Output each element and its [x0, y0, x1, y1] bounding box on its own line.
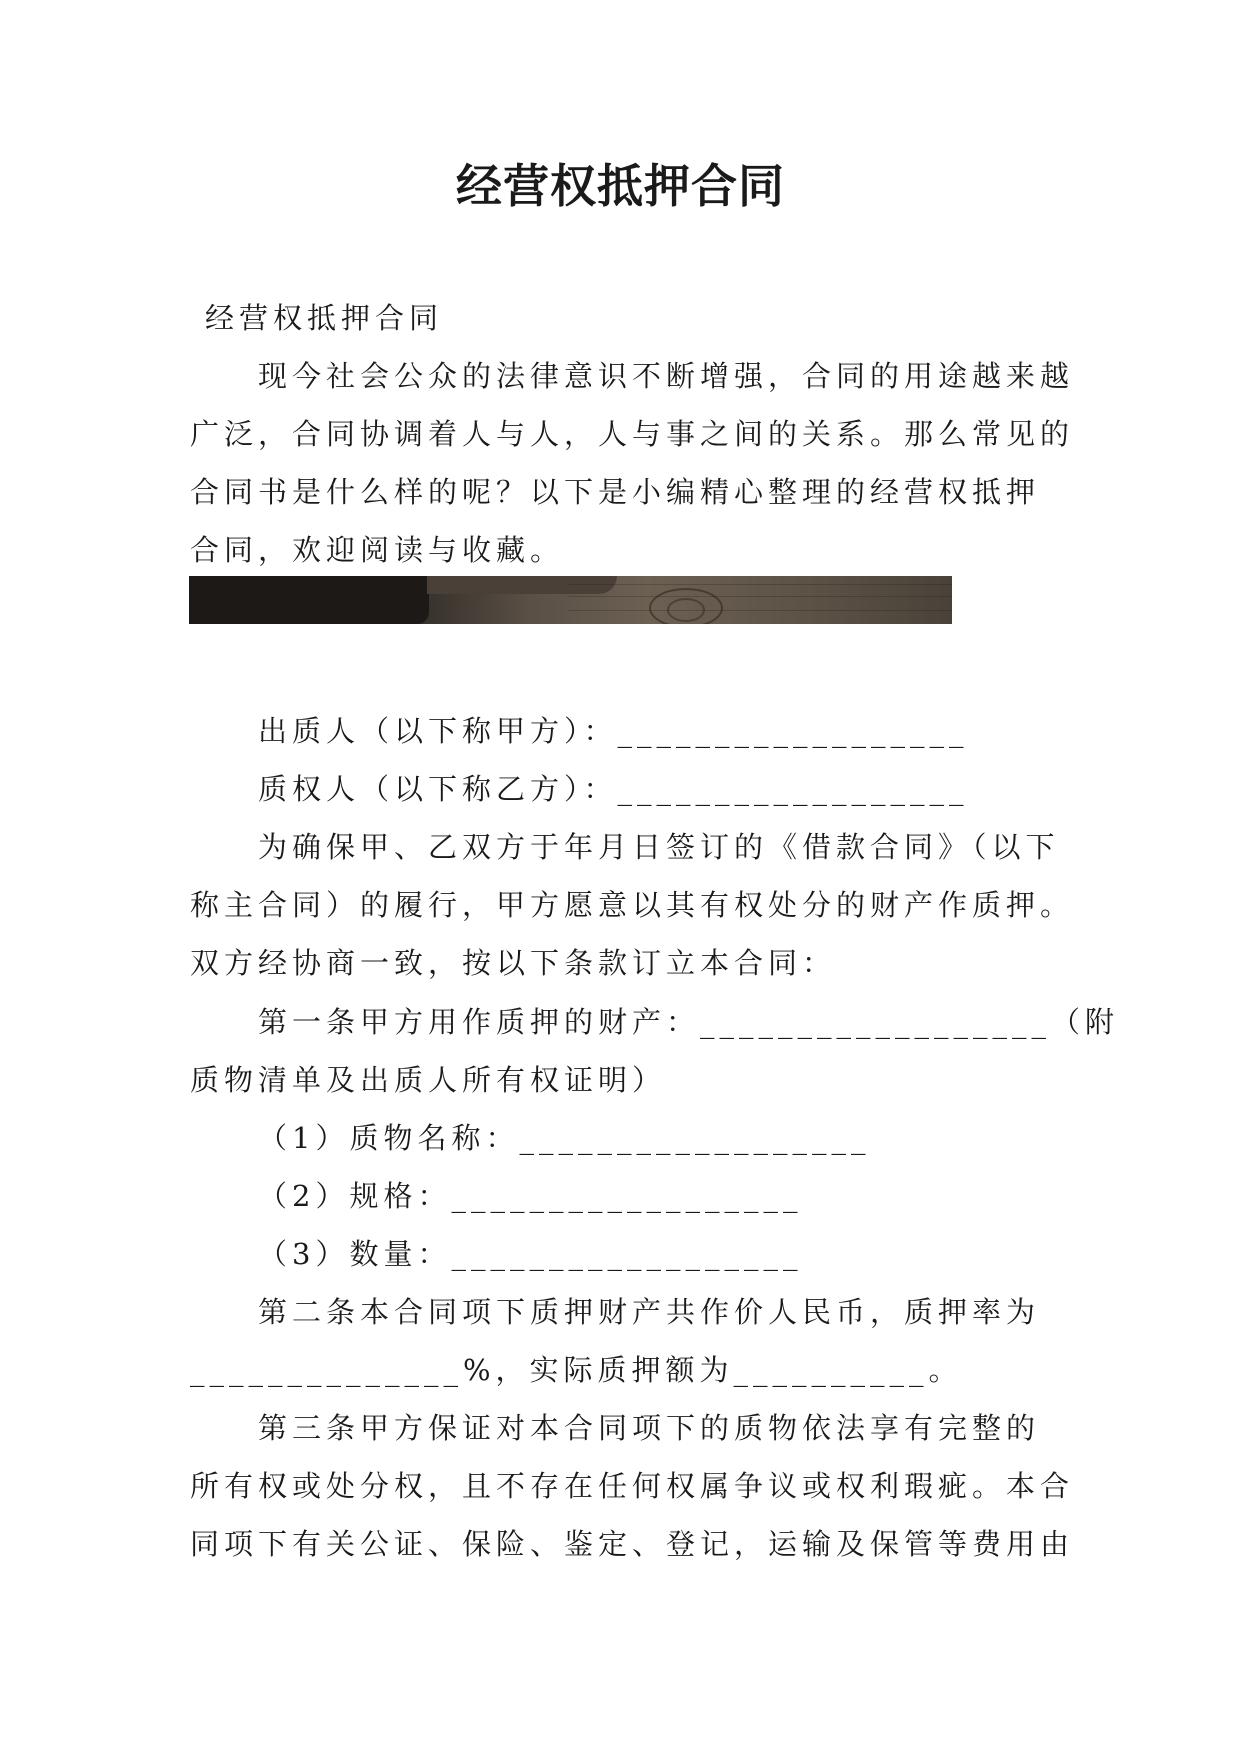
wood-grain [569, 584, 952, 585]
article-3-line: 同项下有关公证、保险、鉴定、登记，运输及保管等费用由 [190, 1527, 1075, 1561]
wood-grain [569, 610, 952, 611]
wood-knot [667, 598, 705, 622]
article-2-line: ______________%，实际质押额为__________。 [190, 1353, 963, 1387]
clause-line: 双方经协商一致，按以下条款订立本合同： [190, 946, 837, 980]
intro-line: 合同书是什么样的呢？以下是小编精心整理的经营权抵押 [190, 475, 1041, 509]
clause-line: 为确保甲、乙双方于年月日签订的《借款合同》（以下 [258, 830, 1060, 864]
party-a-line: 出质人（以下称甲方）：__________________ [258, 714, 969, 748]
article-1-line: 第一条甲方用作质押的财产：__________________（附 [258, 1005, 1120, 1039]
header-photo [189, 576, 952, 624]
party-b-line: 质权人（以下称乙方）：__________________ [258, 772, 969, 806]
phone-edge-shape [427, 576, 617, 594]
wood-grain [569, 596, 952, 597]
item-quantity-line: （3）数量：__________________ [258, 1237, 803, 1271]
article-2-line: 第二条本合同项下质押财产共作价人民币，质押率为 [258, 1295, 1041, 1329]
phone-shape [189, 576, 429, 624]
intro-line: 合同，欢迎阅读与收藏。 [190, 533, 565, 567]
intro-line: 广泛，合同协调着人与人，人与事之间的关系。那么常见的 [190, 417, 1075, 451]
item-name-line: （1）质物名称：__________________ [258, 1121, 871, 1155]
article-3-line: 所有权或处分权，且不存在任何权属争议或权利瑕疵。本合 [190, 1469, 1075, 1503]
intro-line: 现今社会公众的法律意识不断增强，合同的用途越来越 [258, 359, 1075, 393]
document-title: 经营权抵押合同 [456, 159, 785, 213]
article-1-line: 质物清单及出质人所有权证明） [190, 1063, 667, 1097]
article-3-line: 第三条甲方保证对本合同项下的质物依法享有完整的 [258, 1411, 1041, 1445]
document-subtitle: 经营权抵押合同 [205, 301, 444, 335]
clause-line: 称主合同）的履行，甲方愿意以其有权处分的财产作质押。 [190, 888, 1075, 922]
item-spec-line: （2）规格：__________________ [258, 1179, 803, 1213]
